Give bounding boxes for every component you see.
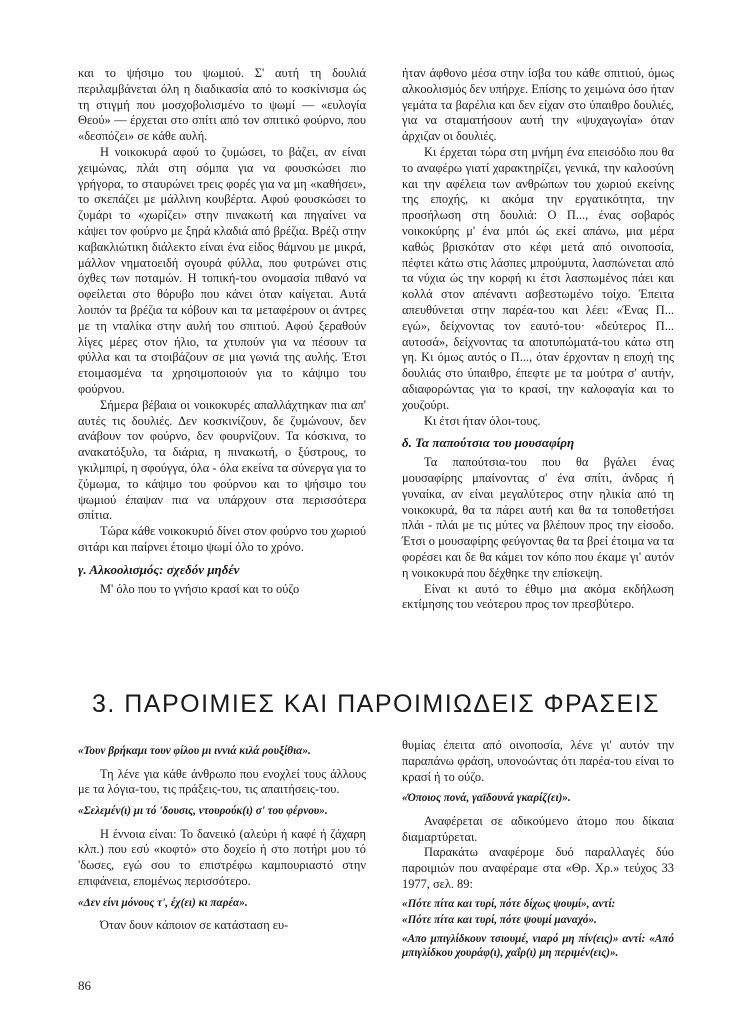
column-bottom-left (78, 738, 366, 934)
proverb-quote: «Τουν βρήκαμι τουν φίλου μι ιννιά κιλά ρουξίθια». (78, 745, 311, 757)
paragraph: Τα παπούτσια-του που θα βγάλει ένας μουσαφίρης μπαίνοντας σ' ένα σπίτι, άνδρας ή γυναίκα, αν είναι μεγαλύτερος στην ηλικία από τη νοικοκυρά, θα τα πάρει αυτή και θα τα τοποθετήσει πλάι - πλάι με τις μύτες να βλέπουν προς την είσοδο. Έτσι ο μουσαφίρης φεύγοντας θα τα βρεί έτοιμα να τα φορέσει και δε θα κάμει τον κόπο που έκαμε γι' αυτόν η νοικοκυρά που δέχθηκε την επίσκεψη. (402, 455, 674, 580)
subsection-heading: γ. Αλκοολισμός: σχεδόν μηδέν (78, 561, 240, 577)
subsection-heading: δ. Τα παπούτσια του μουσαφίρη (402, 435, 575, 451)
paragraph: Τη λένε για κάθε άνθρωπο που ενοχλεί τους άλλους με τα λόγια-του, τις πράξεις-του, τις απαιτήσεις-του. (78, 766, 366, 797)
paragraph: Είναι κι αυτό το έθιμο μια ακόμα εκδήλωση εκτίμησης του νεότερου προς τον πρεσβύτερο. (402, 581, 674, 612)
proverb-quote: «Απο μπιγλίδκουν τσιουμέ, νιαρό μη πίν(εις)» αντί: «Από μπιγλίδκου χουράφ(ι), χαΐρ(ι) μη περιμέν(εις)». (402, 932, 674, 960)
paragraph: και το ψήσιμο του ψωμιού. Σ' αυτή τη δουλιά περιλαμβάνεται όλη η διαδικασία από το κοσκίνισμα ώς τη στιγμή που μοσχοβολισμένο το ψωμί — «ευλογία Θεού» — έρχεται στο σπίτι από τον σπιτικό φούρνο, που «δεσπόζει» σε κάθε αυλή. (78, 66, 366, 144)
paragraph: Όταν δουν κάποιον σε κατάσταση ευ- (100, 918, 289, 933)
proverb-quote: «Δεν είνι μόνους τ', έχ(ει) κι παρέα». (78, 896, 248, 909)
paragraph: Κι έρχεται τώρα στη μνήμη ένα επεισόδιο που θα το αναφέρω γιατί χαρακτηρίζει, γενικά, την καλοσύνη και την αφέλεια των ανθρώπων του χωριού εκείνης της εποχής, κι ακόμα την εργατικότητα, την προσήλωση στη δουλιά: Ο Π..., ένας σοβαρός νοικοκύρης μ' ένα μπόι ώς εκεί απάνω, μια μέρα καθώς βρισκόταν στο κέφι μετά από οινοποσία, πέφτει κάτω στις λάσπες μπρούμυτα, λασπώνεται από τα νύχια ώς την κορφή κι έτσι λασπωμένος πάει και κολλά στον απέναντι ασβεστωμένο τοίχο. Έπειτα απευθύνεται στην παρέα-του και λέει: «Ένας Π... εγώ», δείχνοντας τον εαυτό-του· «δεύτερος Π... αυτοσά», δείχνοντας τα αποτυπώματά-του κάτω στη γη. Κι όμως αυτός ο Π..., όταν έρχονταν η εποχή της δουλιάς στο ύπαιθρο, έπεφτε με τα μούτρα σ' αυτήν, αδιαφορώντας για το κρασί, την καλοφαγία και το χουζούρι. (402, 144, 674, 412)
paragraph: Η έννοια είναι: Το δανεικό (αλεύρι ή καφέ ή ζάχαρη κλπ.) που εσύ «κοφτό» στο δοχείο ή στο ποτήρι μου τό 'δωσες, εγώ σου το επιστρέφω καμπουριαστό στην επιφάνεια, επομένως περισσότερο. (78, 826, 366, 888)
paragraph: θυμίας έπειτα από οινοποσία, λένε γι' αυτόν την παραπάνω φράση, υπονοώντας ότι παρέα-του είναι το κρασί ή το ούζο. (402, 738, 674, 784)
section-title: 3. ΠΑΡΟΙΜΙΕΣ ΚΑΙ ΠΑΡΟΙΜΙΩΔΕΙΣ ΦΡΑΣΕΙΣ (91, 690, 661, 718)
column-top-right (402, 66, 674, 613)
proverb-quote: «Πότε πίτα και τυρί, πότε δίχως ψουμί», αντί: (402, 897, 616, 910)
proverb-quote: «Πότε πίτα και τυρί, πότε ψουμί μαναχό». (402, 914, 597, 927)
paragraph: Κι έτσι ήταν όλοι-τους. (424, 413, 541, 428)
paragraph: Αναφέρεται σε αδικούμενο άτομο που δίκαια διαμαρτύρεται. (402, 813, 674, 844)
column-top-left (78, 66, 366, 597)
column-bottom-right (402, 738, 674, 961)
paragraph: Παρακάτω αναφέρομε δυό παραλλαγές δύο παροιμιών που αναφέραμε στα «Θρ. Χρ.» τεύχος 33 1977, σελ. 89: (402, 845, 674, 892)
paragraph: Μ' όλο που το γνήσιο κρασί και το ούζο (100, 581, 300, 596)
paragraph: ήταν άφθονο μέσα στην ίσβα του κάθε σπιτιού, όμως αλκοολισμός δεν υπήρχε. Επίσης το χειμώνα όσο ήταν γεμάτα τα βαρέλια και δεν είχαν στο ύπαιθρο δουλιές, για να σταματήσουν αυτή την «ψυχαγωγία» όταν άρχιζαν οι δουλιές. (402, 66, 674, 144)
paragraph: Τώρα κάθε νοικοκυριό δίνει στον φούρνο του χωριού σιτάρι και παίρνει έτοιμο ψωμί όλο το χρόνο. (78, 524, 367, 554)
page-number: 86 (78, 978, 91, 993)
paragraph: Η νοικοκυρά αφού το ζυμώσει, το βάζει, αν είναι χειμώνας, πλάι στη σόμπα για να φουσκώσει πιο γρήγορα, το σταυρώνει τρεις φορές για να μη «καθήσει», το σκεπάζει με μάλλινη κουβέρτα. Αφού φουσκώσει το ζυμάρι το «χωρίζει» στην πινακωτή και πηγαίνει να κάψει τον φούρνο με ξηρά κλαδιά από βρέζια. Βρέζι στην καβακλιώτικη διάλεκτο είναι ένα είδος θάμνου με μικρά, μάλλον νηματοειδή σγουρά φύλλα, που φυτρώνει στις όχθες των ποταμών. Η τοπική-του ονομασία πιθανό να οφείλεται στο θόρυβο που κάνει όταν καίγεται. Αυτά λοιπόν τα βρέζια τα κόβουν και τα μεταφέρουν οι άντρες με τη νταλίκα στην αυλή του σπιτιού. Αφού ξεραθούν λίγες μέρες στον ήλιο, τα χτυπούν για να πέσουν τα φύλλα και τα στοιβάζουν σε μια γωνιά της αυλής. Έτσι ετοιμασμένα τα χρησιμοποιούν για το κάψιμο του φούρνου. (78, 144, 366, 396)
proverb-quote: «Σελεμέν(ι) μι τό 'δουσις, ντουρούκ(ι) σ' του φέρνου». (78, 805, 328, 818)
proverb-quote: «Όποιος πονά, γαϊδουνά γκαρίζ(ει)». (402, 792, 571, 805)
paragraph: Σήμερα βέβαια οι νοικοκυρές απαλλάχτηκαν πια απ' αυτές τις δουλιές. Δεν κοσκινίζουν, δε ζυμώνουν, δεν ανάβουν τον φούρνο, δεν φουρνίζουν. Τα κόσκινα, το ανακατόξυλο, τα διάρια, η πινακωτή, ο ξύστρους, το γκιλμπιρί, η σφούγγα, όλα - όλα εκείνα τα σύνεργα για το ζύμωμα, το κάψιμο του φούρνου και το ψήσιμο του ψωμιού έπαψαν πια να υπάρχουν στα περισσότερα σπίτια. (78, 397, 366, 523)
